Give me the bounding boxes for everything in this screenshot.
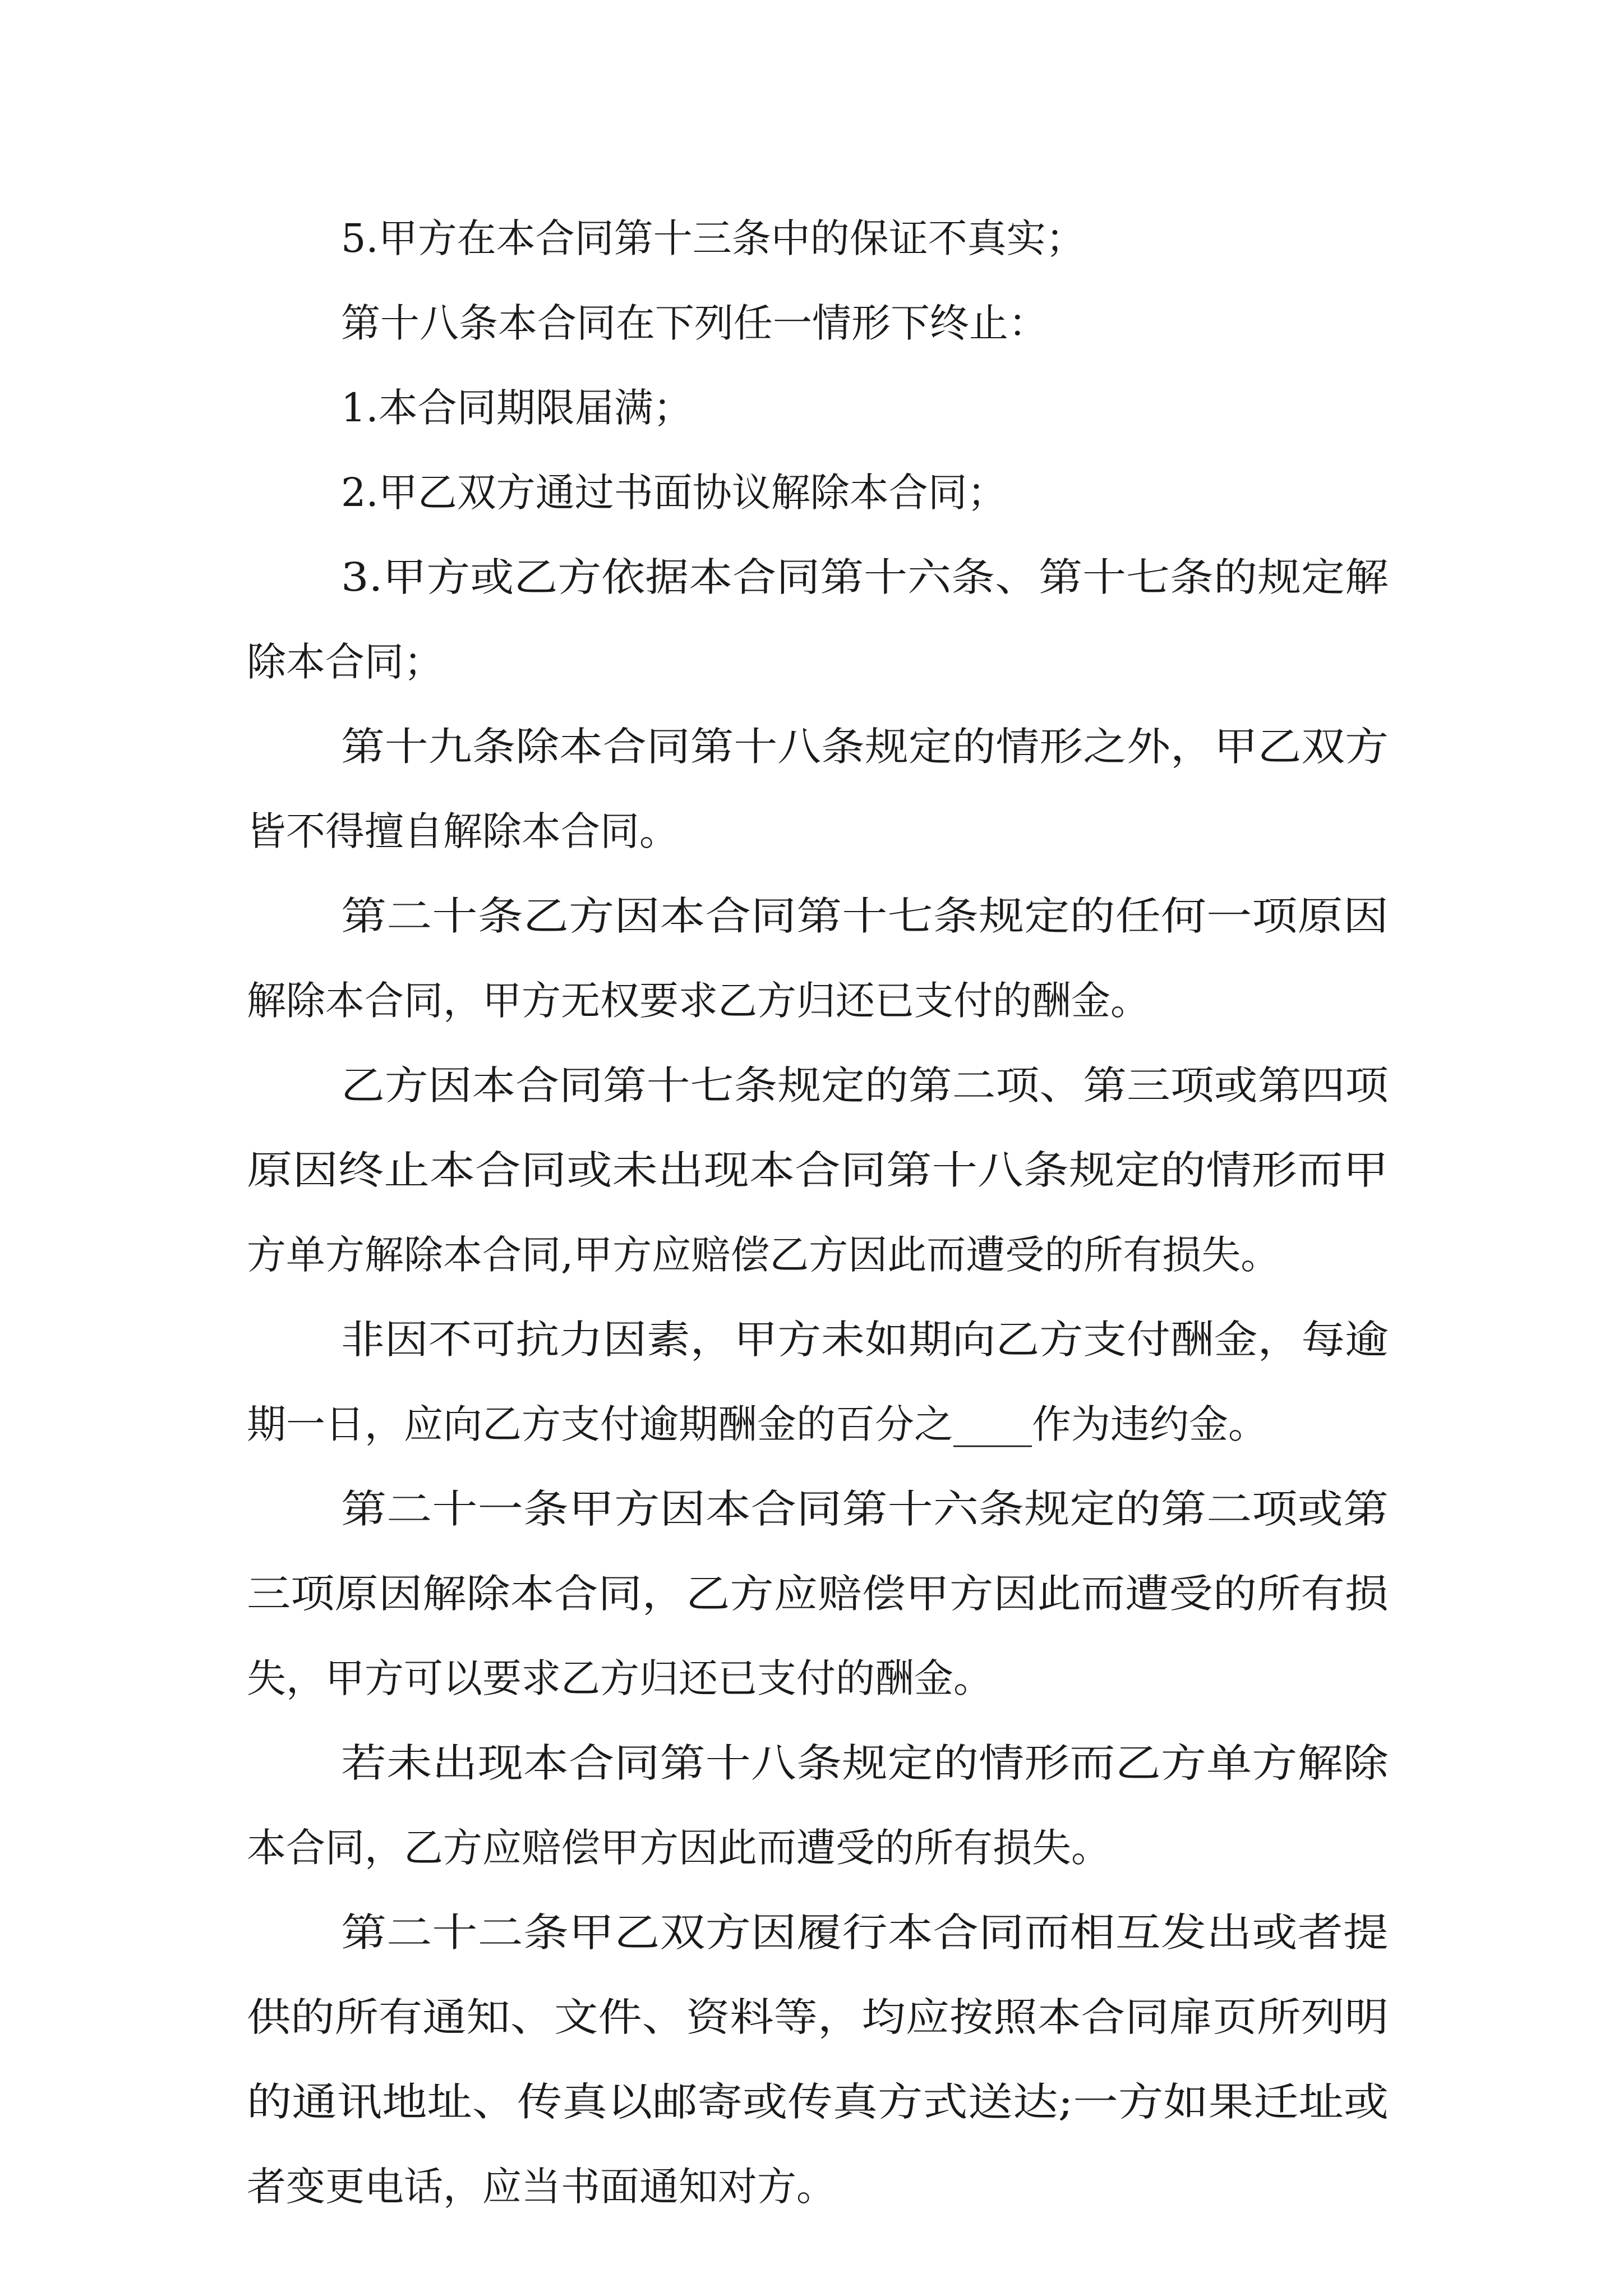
paragraph-line: 第二十一条甲方因本合同第十六条规定的第二项或第	[341, 1486, 1389, 1532]
paragraph-line: 第二十条乙方因本合同第十七条规定的任何一项原因	[341, 893, 1389, 939]
paragraph-line: 皆不得擅自解除本合同。	[247, 808, 679, 854]
paragraph-line: 原因终止本合同或未出现本合同第十八条规定的情形而甲	[247, 1147, 1389, 1193]
paragraph-line: 解除本合同，甲方无权要求乙方归还已支付的酬金。	[247, 978, 1150, 1024]
paragraph-line: 1.本合同期限届满；	[341, 385, 693, 431]
paragraph-line: 方单方解除本合同,甲方应赔偿乙方因此而遭受的所有损失。	[247, 1232, 1280, 1278]
paragraph-line: 第十九条除本合同第十八条规定的情形之外，甲乙双方	[341, 724, 1389, 770]
paragraph-line: 失，甲方可以要求乙方归还已支付的酬金。	[247, 1655, 993, 1701]
paragraph-line: 者变更电话，应当书面通知对方。	[247, 2164, 836, 2210]
paragraph-line: 5.甲方在本合同第十三条中的保证不真实；	[341, 215, 1085, 261]
paragraph-line: 供的所有通知、文件、资料等，均应按照本合同扉页所列明	[247, 1994, 1389, 2040]
paragraph-line: 3.甲方或乙方依据本合同第十六条、第十七条的规定解	[341, 554, 1389, 600]
paragraph-line: 本合同，乙方应赔偿甲方因此而遭受的所有损失。	[247, 1825, 1110, 1871]
paragraph-line: 的通讯地址、传真以邮寄或传真方式送达;一方如果迁址或	[247, 2079, 1389, 2125]
paragraph-line: 乙方因本合同第十七条规定的第二项、第三项或第四项	[341, 1062, 1389, 1108]
paragraph-line: 三项原因解除本合同，乙方应赔偿甲方因此而遭受的所有损	[247, 1571, 1389, 1617]
paragraph-line: 期一日，应向乙方支付逾期酬金的百分之____作为违约金。	[247, 1401, 1267, 1447]
paragraph-line: 第二十二条甲乙双方因履行本合同而相互发出或者提	[341, 1910, 1389, 1955]
paragraph-line: 除本合同；	[247, 639, 443, 685]
paragraph-line: 非因不可抗力因素，甲方未如期向乙方支付酬金，每逾	[341, 1317, 1389, 1363]
paragraph-line: 若未出现本合同第十八条规定的情形而乙方单方解除	[341, 1740, 1389, 1786]
paragraph-line: 第十八条本合同在下列任一情形下终止：	[341, 300, 1048, 346]
paragraph-line: 2.甲乙双方通过书面协议解除本合同；	[341, 470, 1007, 516]
